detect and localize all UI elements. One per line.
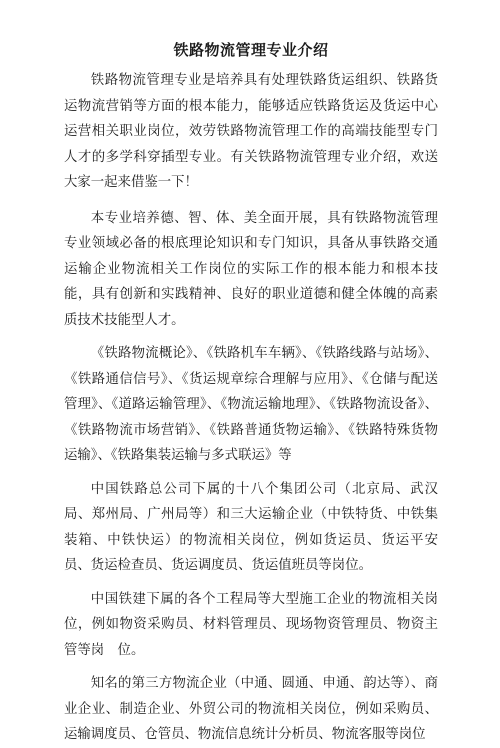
- paragraph-third-party-jobs: 知名的第三方物流企业（中通、圆通、申通、韵达等）、商业企业、制造企业、外贸公司的物流相关岗位，例如采购员、运输调度员、仓管员、物流信息统计分析员、物流客服等岗位: [64, 676, 438, 742]
- paragraph-intro: 铁路物流管理专业是培养具有处理铁路货运组织、铁路货运物流营销等方面的根本能力，能够适应铁路货运及货运中心运营相关职业岗位，效劳铁路物流管理工作的高端技能型专门人才的多学科穿插型专业。有关铁路物流管理专业介绍，欢送大家一起来借鉴一下！: [64, 73, 438, 190]
- paragraph-courses: 《铁路物流概论》、《铁路机车车辆》、《铁路线路与站场》、《铁路通信信号》、《货运规章综合理解与应用》、《仓储与配送管理》、《道路运输管理》、《物流运输地理》、《铁路物流设备》、《铁路物流市场营销》、《铁路普通货物运输》、《铁路特殊货物运输》、《铁路集装运输与多式联运》等: [64, 346, 438, 463]
- document-title: 铁路物流管理专业介绍: [173, 41, 329, 59]
- paragraph-railway-jobs: 中国铁路总公司下属的十八个集团公司（北京局、武汉局、郑州局、广州局等）和三大运输企业（中铁特货、中铁集装箱、中铁快运）的物流相关岗位，例如货运员、货运平安员、货运检查员、货运调度员、货运值班员等岗位。: [64, 481, 438, 573]
- paragraph-construction-jobs: 中国铁建下属的各个工程局等大型施工企业的物流相关岗位，例如物资采购员、材料管理员、现场物资管理员、物资主管等岗 位。: [64, 591, 438, 658]
- paragraph-training-goals: 本专业培养德、智、体、美全面开展，具有铁路物流管理专业领域必备的根底理论知识和专门知识，具备从事铁路交通运输企业物流相关工作岗位的实际工作的根本能力和根本技能，具有创新和实践精神、良好的职业道德和健全体魄的高素质技术技能型人才。: [64, 210, 438, 328]
